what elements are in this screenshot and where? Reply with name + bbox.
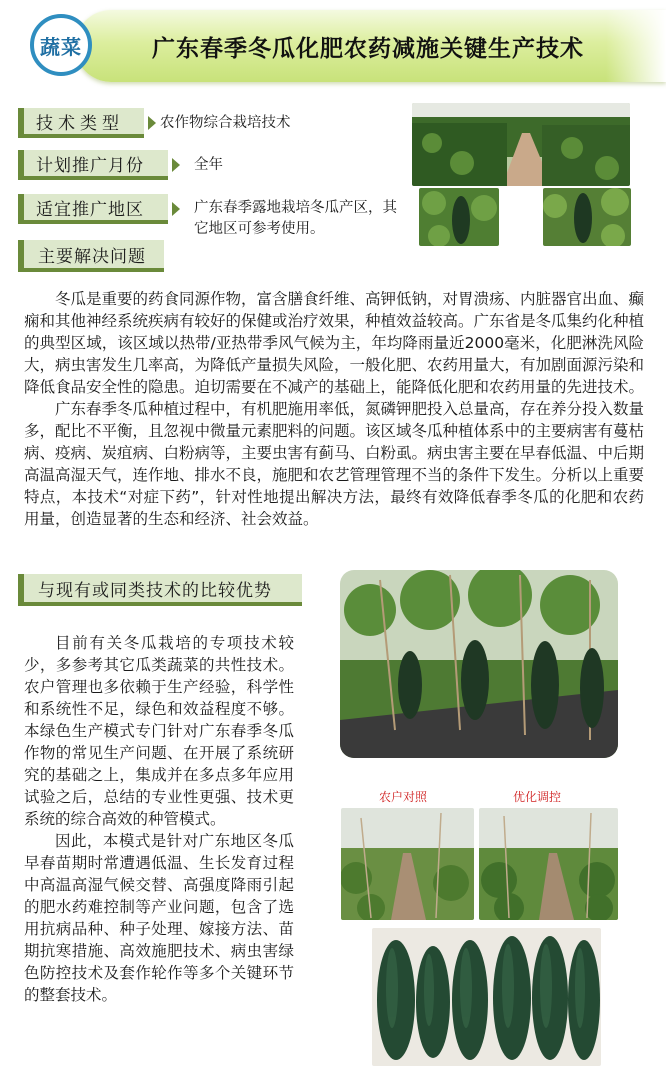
pointer-icon (172, 158, 180, 172)
region-value: 广东春季露地栽培冬瓜产区，其它地区可参考使用。 (194, 200, 397, 237)
advantages-paragraph-2: 因此，本模式是针对广东地区冬瓜早春苗期时常遭遇低温、生长发育过程中高温高湿气候交替、高强度降雨引起的肥水药难控制等产业问题，包含了选用抗病品种、种子处理、嫁接方法、苗期抗寒措施、高效施肥技术、病虫害绿色防控技术及套作轮作等多个关键环节的整套技术。 (24, 832, 294, 1004)
field-row-photo (412, 103, 630, 186)
category-badge-text: 蔬菜 (40, 34, 82, 59)
advantages-heading: 与现有或同类技术的比较优势 (18, 574, 302, 606)
farmer-control-photo (341, 808, 474, 920)
problems-paragraph-2: 广东春季冬瓜种植过程中，有机肥施用率低，氮磷钾肥投入总量高，存在养分投入数量多，配比不平衡，且忽视中微量元素肥料的问题。该区域冬瓜种植体系中的主要病害有蔓枯病、疫病、炭疽病、白粉病等，主要虫害有蓟马、白粉虱。病虫害主要在早春低温、中后期高温高湿天气，连作地、排水不良，施肥和农艺管理管理不当的条件下发生。分析以上重要特点，本技术“对症下药”，针对性地提出解决方法，最终有效降低春季冬瓜的化肥和农药用量，创造显著的生态和经济、社会效益。 (24, 400, 645, 528)
advantages-paragraph-1: 目前有关冬瓜栽培的专项技术较少，多参考其它瓜类蔬菜的共性技术。农户管理也多依赖于生产经验，科学性和系统性不足，绿色和效益程度不够。本绿色生产模式专门针对广东春季冬瓜作物的常见生产问题、在开展了系统研究的基础之上，集成并在多点多年应用试验之后，总结的专业性更强、技术更系统的综合高效的种管模式。 (24, 634, 294, 828)
tech-type-label: 技术类型 (18, 108, 144, 138)
problems-heading: 主要解决问题 (18, 240, 164, 272)
pointer-icon (148, 116, 156, 130)
pointer-icon (172, 202, 180, 216)
wax-gourd-photo-2 (543, 188, 631, 246)
harvested-gourds-photo (372, 928, 601, 1066)
promotion-month-value: 全年 (194, 157, 223, 173)
caption-optimized: 优化调控 (513, 790, 562, 804)
region-label: 适宜推广地区 (18, 194, 168, 224)
problems-text (24, 288, 644, 530)
caption-farmer-control: 农户对照 (379, 790, 428, 804)
optimized-photo (479, 808, 618, 920)
tech-type-value: 农作物综合栽培技术 (160, 115, 291, 131)
page-title: 广东春季冬瓜化肥农药减施关键生产技术 (152, 36, 584, 62)
wax-gourd-photo-1 (419, 188, 499, 246)
trellis-photo (340, 570, 618, 758)
advantages-text (24, 632, 294, 1006)
promotion-month-label: 计划推广月份 (18, 150, 168, 180)
category-badge (30, 14, 92, 76)
problems-paragraph-1: 冬瓜是重要的药食同源作物，富含膳食纤维、高钾低钠，对胃溃疡、内脏器官出血、癫痫和其他神经系统疾病有较好的保健或治疗效果，种植效益较高。广东省是冬瓜集约化种植的典型区域，该区域以热带/亚热带季风气候为主，年均降雨量近2000毫米，化肥淋洗风险大，病虫害发生几率高，为降低产量损失风险，一般化肥、农药用量大，有加剧面源污染和降低食品安全性的隐患。迫切需要在不减产的基础上，能降低化肥和农药用量的先进技术。 (24, 290, 645, 396)
